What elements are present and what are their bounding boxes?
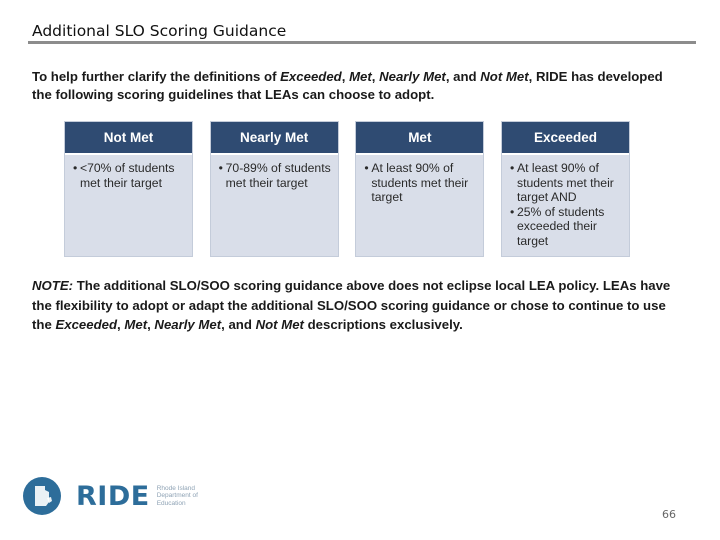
intro-text-2: , RIDE has developed the following scoring guidelines that LEAs can choose to adopt. <box>32 69 663 102</box>
card-nearly-met <box>210 121 339 257</box>
card-bullet: • 25% of students exceeded their target <box>509 204 605 248</box>
page-number: 66 <box>662 508 676 521</box>
note-term-not-met: Not Met <box>255 317 304 332</box>
intro-and: and <box>453 69 477 84</box>
scoring-cards <box>64 121 630 257</box>
card-bullet: • At least 90% of students met their target <box>364 161 469 204</box>
logo-subtitle: Rhode Island Department of Education <box>156 484 198 507</box>
logo-wordmark: RIDE <box>76 480 150 512</box>
intro-term-exceeded: Exceeded <box>280 69 342 84</box>
note-text-2: descriptions exclusively. <box>307 317 463 332</box>
intro-term-met: Met <box>349 69 372 84</box>
page-title: Additional SLO Scoring Guidance <box>32 22 287 40</box>
card-bullet: • At least 90% of students met their target AND <box>509 161 614 204</box>
card-heading: Not Met <box>65 122 192 155</box>
card-bullet: • 70-89% of students met their target <box>218 161 331 190</box>
note-term-nearly-met: Nearly Met <box>154 317 222 332</box>
ride-logo <box>22 476 205 516</box>
card-heading: Met <box>356 122 483 155</box>
card-not-met <box>64 121 193 257</box>
card-heading: Exceeded <box>502 122 629 155</box>
note-label: NOTE: <box>32 278 74 293</box>
note-term-exceeded: Exceeded <box>55 317 118 332</box>
note-term-met: Met <box>124 317 148 332</box>
intro-term-not-met: Not Met <box>480 69 529 84</box>
card-met <box>355 121 484 257</box>
rhode-island-icon <box>22 476 62 516</box>
title-divider <box>28 41 696 44</box>
intro-text-1: To help further clarify the definitions of <box>32 69 277 84</box>
note-text-1: The additional SLO/SOO scoring guidance above does not eclipse local LEA policy. LEAs have the flexibility to adopt or adapt the additional SLO/SOO scoring guidance or chose to continue to use the <box>32 278 671 332</box>
intro-paragraph: To help further clarify the definitions of Exceeded, Met, Nearly Met, and Not Met, RIDE has developed the following scoring guidelines that LEAs can choose to adopt. <box>32 69 663 102</box>
intro-term-nearly-met: Nearly Met <box>379 69 446 84</box>
card-exceeded <box>501 121 630 257</box>
note-and: and <box>228 317 252 332</box>
card-heading: Nearly Met <box>211 122 338 155</box>
note-paragraph: NOTE: The additional SLO/SOO scoring guidance above does not eclipse local LEA policy. LEAs have the flexibility to adopt or adapt the additional SLO/SOO scoring guidance or chose to continue to use the Exceeded, Met, Nearly Met, and Not Met descriptions exclusively. <box>32 278 671 332</box>
card-bullet: • <70% of students met their target <box>73 161 175 190</box>
